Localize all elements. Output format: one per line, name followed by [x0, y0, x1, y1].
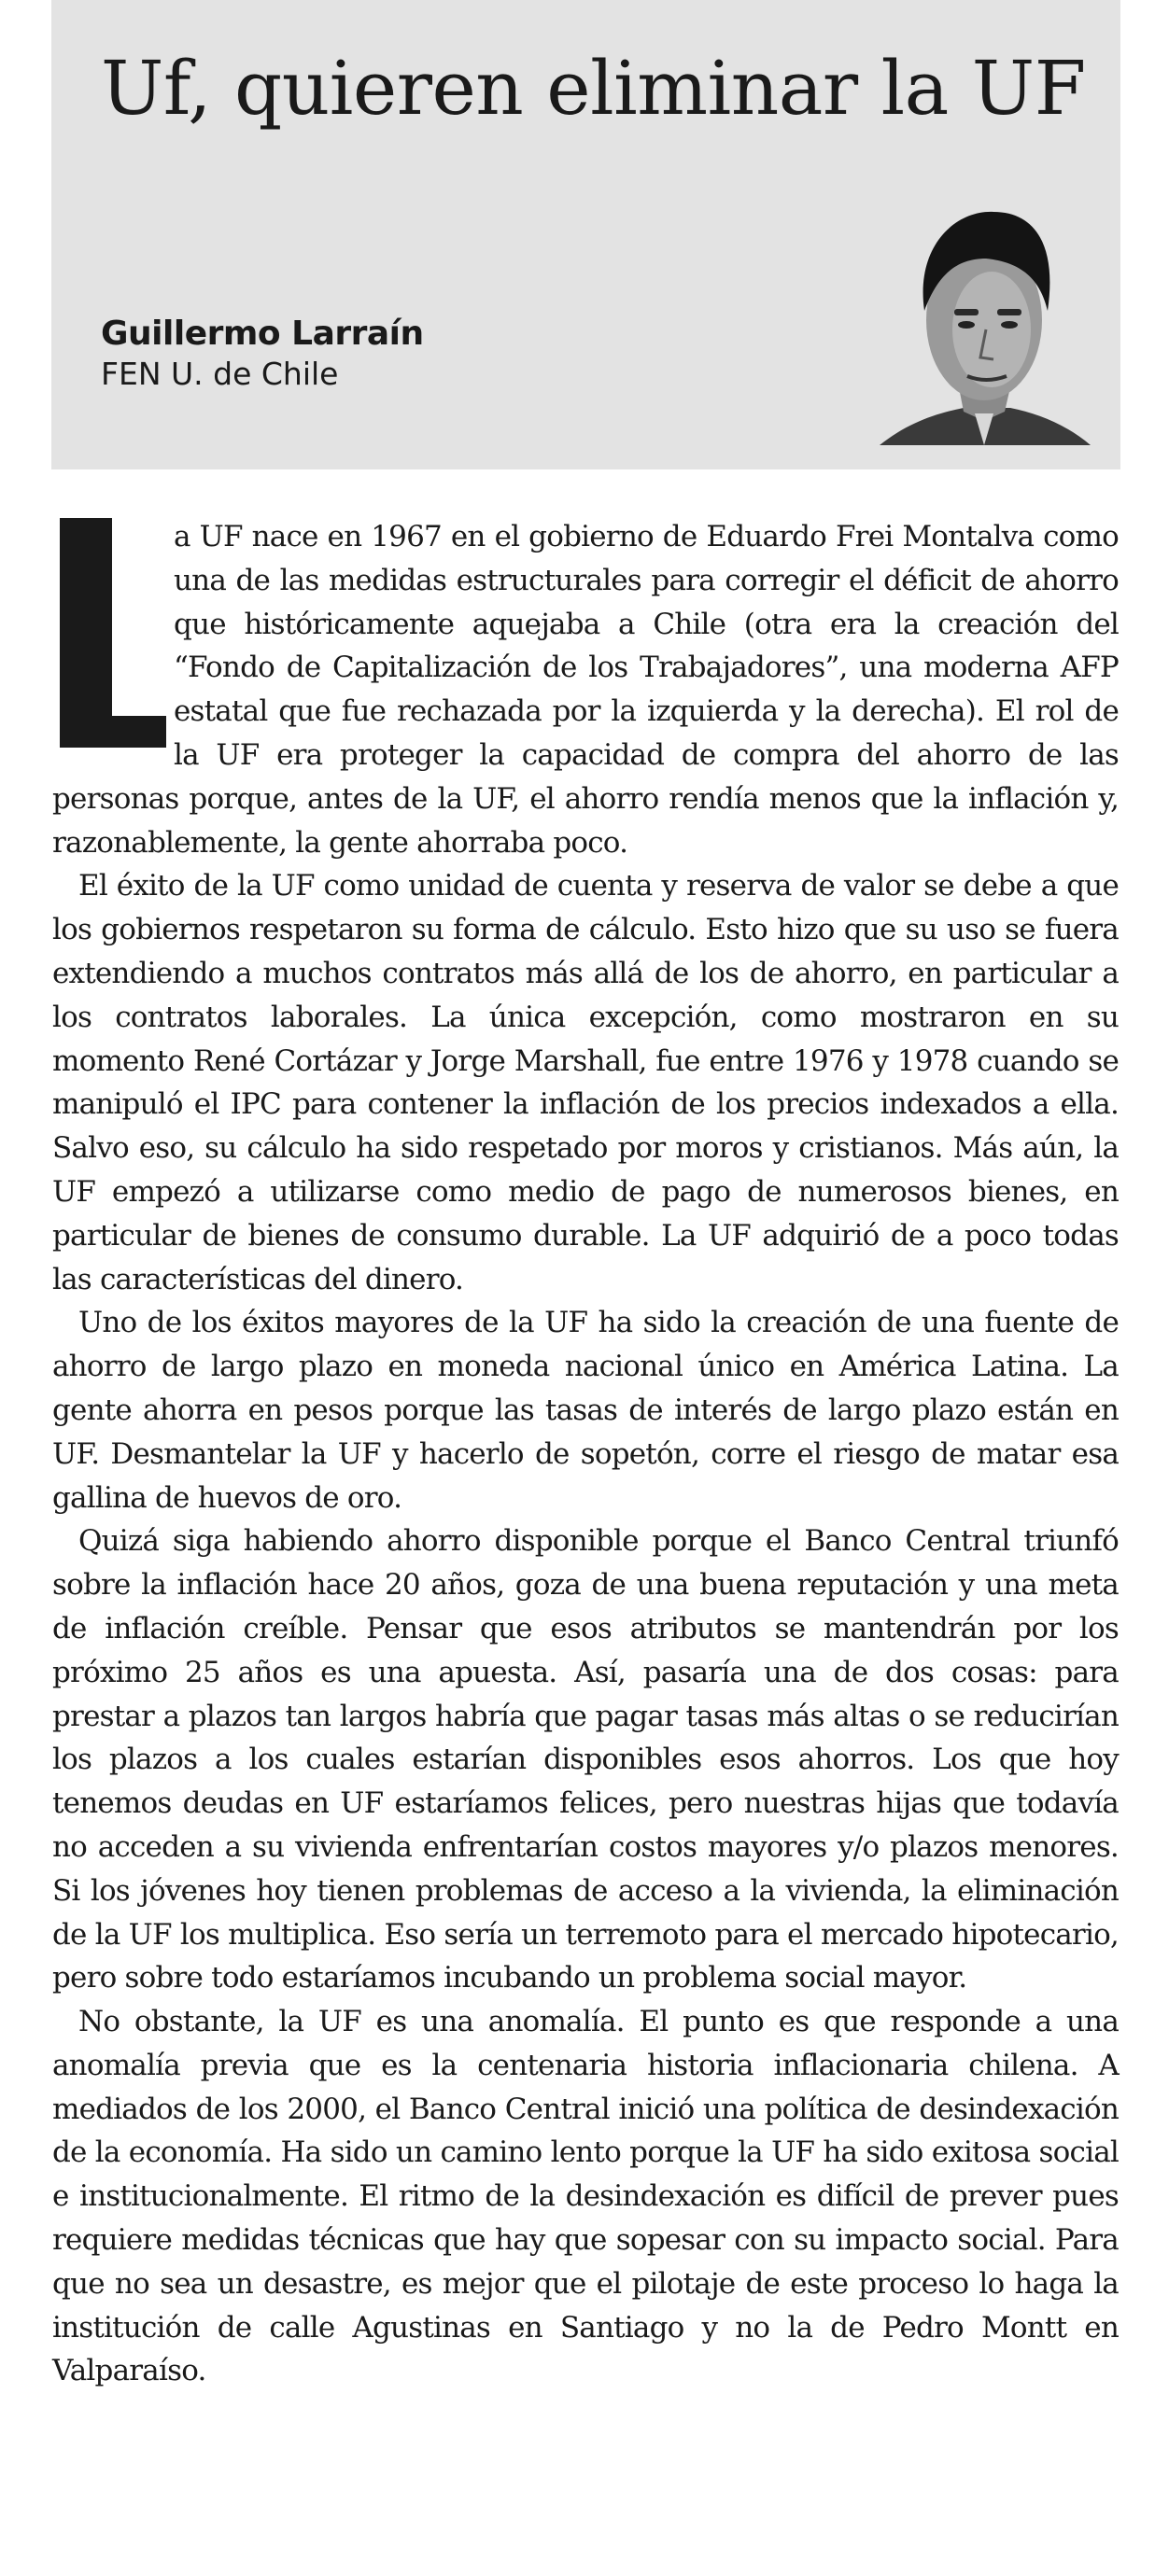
- author-portrait: [870, 201, 1094, 453]
- paragraph: No obstante, la UF es una anomalía. El punto es que responde a una anomalía previa que es la centenaria historia inflacionaria chilena. A mediados de los 2000, el Banco Central inició una política de desindexación de la economía. Ha sido un camino lento porque la UF ha sido exitosa social e institucionalmente. El ritmo de la desindexación es difícil de prever pues requiere medidas técnicas que hay que sopesar con su impacto social. Para que no sea un desastre, es mejor que el pilotaje de este proceso lo haga la institución de calle Agustinas en Santiago y no la de Pedro Montt en Valparaíso.: [52, 2005, 1119, 2388]
- author-name: Guillermo Larraín: [101, 315, 424, 353]
- paragraph: Quizá siga habiendo ahorro disponible porque el Banco Central triunfó sobre la inflación hace 20 años, goza de una buena reputación y una meta de inflación creíble. Pensar que esos atributos se mantendrán por los próximo 25 años es una apuesta. Así, pasaría una de dos cosas: para prestar a plazos tan largos habría que pagar tasas más altas o se reducirían los plazos a los cuales estarían disponibles esos ahorros. Los que hoy tenemos deudas en UF estaríamos felices, pero nuestras hijas que todavía no acceden a su vivienda enfrentarían costos mayores y/o plazos menores. Si los jóvenes hoy tienen problemas de acceso a la vivienda, la eliminación de la UF los multiplica. Eso sería un terremoto para el mercado hipotecario, pero sobre todo estaríamos incubando un problema social mayor.: [52, 1524, 1119, 1995]
- author-affiliation: FEN U. de Chile: [101, 356, 339, 392]
- paragraph: [52, 515, 1119, 864]
- paragraph: Uno de los éxitos mayores de la UF ha sido la creación de una fuente de ahorro de largo plazo en moneda nacional único en América Latina. La gente ahorra en pesos porque las tasas de interés de largo plazo están en UF. Desmantelar la UF y hacerlo de sopetón, corre el riesgo de matar esa gallina de huevos de oro.: [52, 1306, 1119, 1515]
- headline: Uf, quieren eliminar la UF: [101, 45, 1086, 132]
- article-body: [52, 515, 1119, 2393]
- paragraph-text: a UF nace en 1967 en el gobierno de Eduardo Frei Montalva como una de las medidas estructurales para corregir el déficit de ahorro que históricamente aquejaba a Chile (otra era la creación del “Fondo de Capitalización de los Trabajadores”, una moderna AFP estatal que fue rechazada por la izquierda y la derecha). El rol de la UF era proteger la capacidad de compra del ahorro de las personas porque, antes de la UF, el ahorro rendía menos que la inflación y, razonablemente, la gente ahorraba poco.: [52, 520, 1119, 860]
- paragraph: El éxito de la UF como unidad de cuenta y reserva de valor se debe a que los gobiernos respetaron su forma de cálculo. Esto hizo que su uso se fuera extendiendo a muchos contratos más allá de los de ahorro, en particular a los contratos laborales. La única excepción, como mostraron en su momento René Cortázar y Jorge Marshall, fue entre 1976 y 1978 cuando se manipuló el IPC para contener la inflación de los precios indexados a ella. Salvo eso, su cálculo ha sido respetado por moros y cristianos. Más aún, la UF empezó a utilizarse como medio de pago de numerosos bienes, en particular de bienes de consumo durable. La UF adquirió de a poco todas las características del dinero.: [52, 869, 1119, 1296]
